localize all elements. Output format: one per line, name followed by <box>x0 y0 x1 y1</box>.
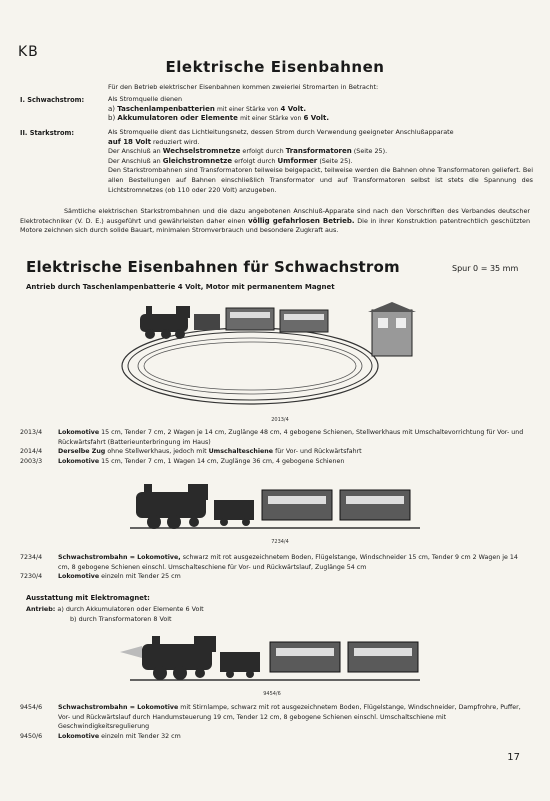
train-set-9454-illustration <box>120 630 430 688</box>
gauge-spec: Spur 0 = 35 mm <box>452 264 519 273</box>
elektromagnet-heading: Ausstattung mit Elektromagnet: <box>26 594 150 602</box>
notice-paragraph: Sämtliche elektrischen Starkstrombahnen und die dazu angebotenen Anschluß-Apparate sind nach den Vorschriften des Verbandes deutscher Elektrotechniker (V. D. E.) ausgeführt und gewährleisten daher einen völlig gefahrlosen Betrieb. Die in ihrer Konstruktion patentrechtlich geschützten Motore zeichnen sich durch solide Bauart, minimalen Stromverbrauch und besondere Zugkraft aus. <box>20 207 530 235</box>
drive-subheading: Antrieb durch Taschenlampenbatterie 4 Volt, Motor mit permanentem Magnet <box>26 283 335 291</box>
section1-item-b: b) Akkumulatoren oder Elemente mit einer Stärke von 6 Volt. <box>108 114 330 123</box>
section1-item-a: a) Taschenlampenbatterien mit einer Stärke von 4 Volt. <box>108 104 307 113</box>
caption-2013-4: 2013/4 <box>271 417 289 423</box>
items-list-1 <box>20 428 530 466</box>
section2-label: II. Starkstrom: <box>20 129 75 137</box>
catalog-code: KB <box>18 44 39 60</box>
antrieb-label: Antrieb: <box>26 605 56 613</box>
caption-9454-6: 9454/6 <box>263 691 281 697</box>
section2-gleich: Der Anschluß an Gleichstromnetze erfolgt durch Umformer (Seite 25). <box>108 156 353 165</box>
caption-7234-4: 7234/4 <box>271 539 289 545</box>
items-list-3 <box>20 703 530 741</box>
intro-text: Für den Betrieb elektrischer Eisenbahnen kommen zweierlei Stromarten in Betracht: <box>108 83 379 91</box>
page-title: Elektrische Eisenbahnen <box>165 58 385 76</box>
section1-text <box>108 95 533 124</box>
page-number: 17 <box>507 752 520 763</box>
section2-wechsel: Der Anschluß an Wechselstromnetze erfolgt durch Transformatoren (Seite 25). <box>108 147 388 156</box>
list-item: 9450/6 Lokomotive einzeln mit Tender 32 cm <box>20 732 181 740</box>
section-heading: Elektrische Eisenbahnen für Schwachstrom <box>26 258 400 276</box>
section1-line1: Als Stromquelle dienen <box>108 95 183 103</box>
section1-label: I. Schwachstrom: <box>20 96 85 104</box>
section2-text <box>108 128 533 195</box>
section2-line1: Als Stromquelle dient das Lichtleitungsnetz, dessen Strom durch Verwendung geeigneter Anschlußapparate <box>108 128 454 136</box>
list-item: 2003/3 Lokomotive 15 cm, Tender 7 cm, 1 Wagen 14 cm, Zuglänge 36 cm, 4 gebogene Schienen <box>20 457 345 465</box>
antrieb-block: Antrieb: a) durch Akkumulatoren oder Elemente 6 Volt b) durch Transformatoren 8 Volt <box>26 605 204 623</box>
section2-line2: auf 18 Volt reduziert wird. <box>108 137 200 146</box>
list-item: 2014/4 Derselbe Zug ohne Stellwerkhaus, jedoch mit Umschalteschiene für Vor- und Rückwärtsfahrt <box>20 448 362 455</box>
items-list-2 <box>20 553 530 582</box>
train-set-2013-illustration <box>110 300 430 412</box>
list-item: 9454/6 Schwachstrombahn = Lokomotive mit Stirnlampe, schwarz mit rot ausgezeichnetem Boden, Flügelstange, Windschneider, Dampfrohre, Puffer, Vor- und Rückwärtslauf durch Handumsteuerung 19 cm, Tender 12 cm, 8 gebogene Schienen einschl. Umschaltschiene mit Geschwindigkeitsregulierung <box>20 704 521 730</box>
list-item: 7230/4 Lokomotive einzeln mit Tender 25 cm <box>20 573 181 580</box>
train-set-7234-illustration <box>130 480 420 536</box>
list-item: 2013/4 Lokomotive 15 cm, Tender 7 cm, 2 Wagen je 14 cm, Zuglänge 48 cm, 4 gebogene Schienen, Stellwerkhaus mit Umschaltevorrichtung für Vor- und Rückwärtsfahrt (Batterieunterbringung im Haus) <box>20 429 524 446</box>
section2-para: Den Starkstrombahnen sind Transformatoren teilweise beigepackt, teilweise werden die Bahnen ohne Transformatoren geliefert. Bei allen Bestellungen auf Bahnen einschließlich Transformator und auf Transformatoren selbst ist stets die Spannung des Lichtstromnetzes (ob 110 oder 220 Volt) anzugeben. <box>108 166 533 194</box>
list-item: 7234/4 Schwachstrombahn = Lokomotive, schwarz mit rot ausgezeichnetem Boden, Flügelstange, Windschneider 15 cm, Tender 9 cm 2 Wagen je 14 cm, 8 gebogene Schienen einschl. Umschalteschiene für Vor- und Rückwärtslauf, Zuglänge 54 cm <box>20 554 518 571</box>
